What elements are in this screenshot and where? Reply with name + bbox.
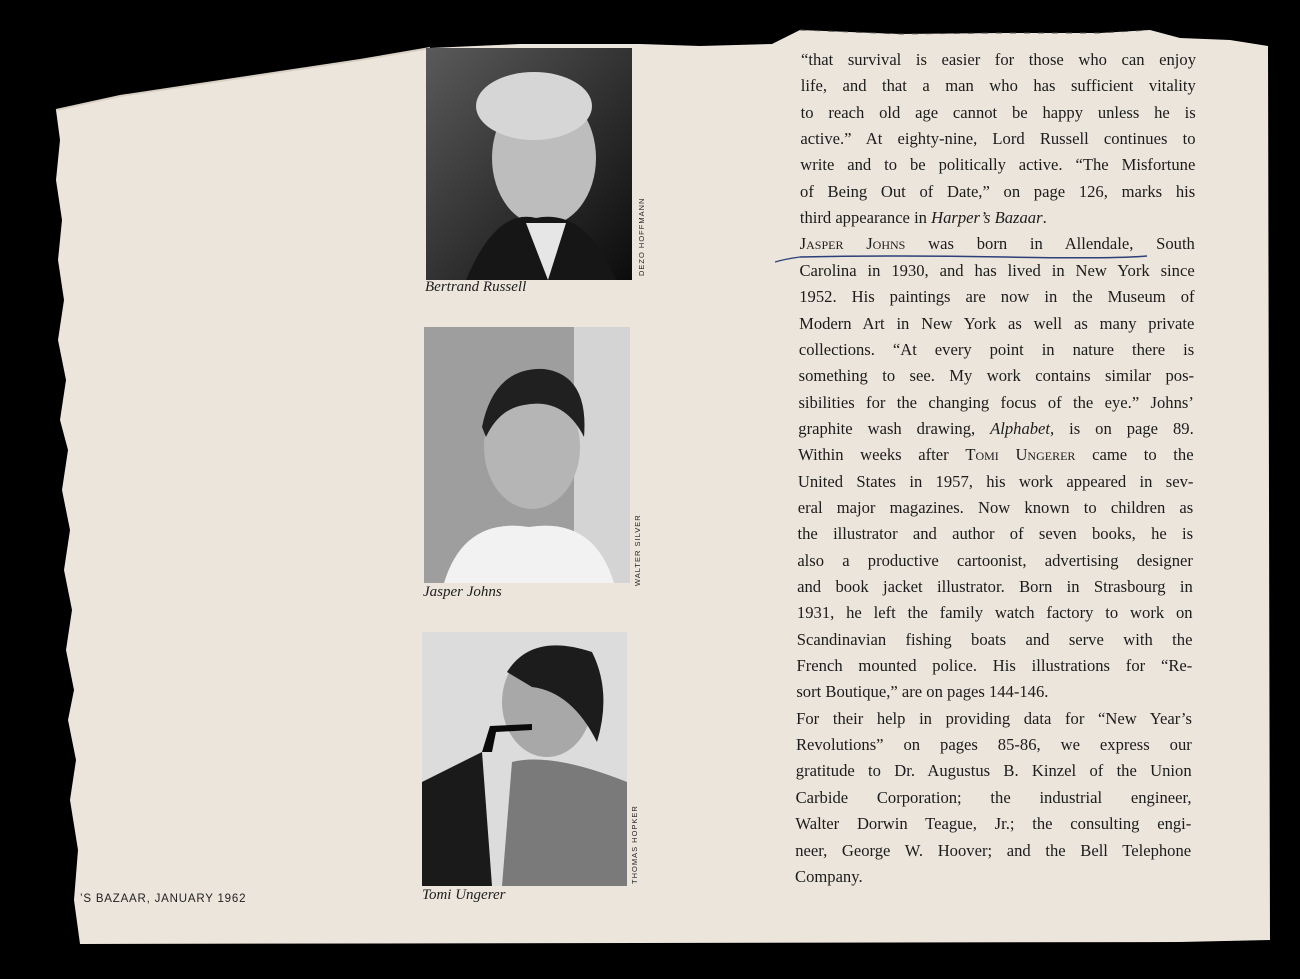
article-line <box>798 472 1194 492</box>
article-line <box>799 340 1194 360</box>
text-run: came to the <box>1075 445 1194 465</box>
text-run: Modern Art in New York as well as many private <box>799 313 1195 333</box>
article-line <box>797 551 1193 571</box>
article-line <box>798 524 1194 544</box>
text-run: Walter Dorwin Teague, Jr.; the consulting engi- <box>795 814 1192 834</box>
photo-caption: Jasper Johns <box>423 584 502 600</box>
photo-credit: WALTER SILVER <box>633 514 642 586</box>
text-run: sibilities for the changing focus of the eye.” Johns’ <box>798 392 1194 412</box>
article-line <box>801 50 1196 70</box>
text-run: . <box>1042 208 1047 228</box>
italic-title: Harper’s Bazaar <box>931 208 1043 228</box>
article-line <box>797 603 1193 623</box>
text-run: 1952. His paintings are now in the Museum of <box>799 287 1195 307</box>
text-run: Carolina in 1930, and has lived in New York since <box>799 260 1195 280</box>
text-run: “that survival is easier for those who can enjoy <box>801 50 1196 69</box>
text-run: Revolutions” on pages 85-86, we express our <box>795 735 1192 755</box>
text-run: to reach old age cannot be happy unless he is <box>800 102 1196 122</box>
article-line <box>800 155 1195 175</box>
article-line <box>795 867 863 887</box>
article-line <box>796 788 1192 808</box>
text-run: life, and that a man who has sufficient vitality <box>800 76 1196 96</box>
text-run: write and to be politically active. “The Misfortune <box>800 155 1196 175</box>
text-run: United States in 1957, his work appeared in sev- <box>797 471 1194 491</box>
article-line <box>796 709 1192 729</box>
text-run: 1931, he left the family watch factory to work on <box>796 603 1193 623</box>
article-line <box>798 393 1193 413</box>
text-run: something to see. My work contains similar pos- <box>798 366 1195 386</box>
text-run: Scandinavian fishing boats and serve with the <box>796 629 1193 649</box>
article-line <box>797 630 1193 650</box>
article-line <box>800 129 1195 149</box>
text-run: French mounted police. His illustrations for “Re- <box>796 656 1193 676</box>
text-run: neer, George W. Hoover; and the Bell Telephone <box>795 840 1192 860</box>
text-run: also a productive cartoonist, advertising designer <box>797 550 1193 570</box>
article-line <box>795 841 1191 861</box>
article-line <box>798 419 1193 439</box>
text-run: graphite wash drawing, <box>798 418 991 438</box>
name-smallcaps: Tomi Ungerer <box>965 445 1076 465</box>
article-line <box>797 656 1193 676</box>
article-line <box>796 682 1048 702</box>
article-line <box>796 735 1192 755</box>
article-line <box>801 76 1196 96</box>
pen-underline-annotation <box>775 245 1165 275</box>
article-line <box>796 761 1192 781</box>
name-smallcaps: Jasper Johns <box>799 234 906 254</box>
text-run: of Being Out of Date,” on page 126, marks his <box>800 181 1196 201</box>
text-run: Company. <box>795 866 863 886</box>
portrait-image <box>426 48 632 280</box>
text-run: is on page 89. <box>1054 418 1194 438</box>
article-line <box>799 366 1194 386</box>
text-run: Within weeks after <box>798 445 966 465</box>
text-run: Carbide Corporation; the industrial engineer, <box>795 787 1192 807</box>
article-line <box>800 182 1195 202</box>
page-footer: ’S BAZAAR, JANUARY 1962 <box>80 893 247 905</box>
text-run: was born in Allendale, South <box>905 234 1195 254</box>
photo-tomi-ungerer <box>422 632 627 886</box>
text-run: collections. “At every point in nature there is <box>798 339 1195 359</box>
text-run: For their help in providing data for “New Year’s <box>796 708 1192 728</box>
portrait-image <box>422 632 627 886</box>
photo-caption: Tomi Ungerer <box>422 887 506 903</box>
article-line <box>801 103 1196 123</box>
text-run: gratitude to Dr. Augustus B. Kinzel of the Union <box>795 761 1192 781</box>
photo-bertrand-russell <box>426 48 632 280</box>
article-line <box>797 577 1193 597</box>
text-run: sort Boutique,” are on pages 144-146. <box>796 682 1049 702</box>
photo-caption: Bertrand Russell <box>425 279 527 295</box>
article-line <box>800 208 1047 228</box>
photo-credit: THOMAS HOPKER <box>630 805 639 884</box>
text-run: active.” At eighty-nine, Lord Russell continues to <box>800 129 1196 149</box>
text-run: the illustrator and author of seven books, he is <box>797 524 1194 544</box>
text-run: eral major magazines. Now known to children as <box>797 497 1194 517</box>
photo-credit: DEZO HOFFMANN <box>637 197 646 276</box>
article-line <box>795 814 1191 834</box>
article-line <box>798 498 1194 518</box>
text-run: third appearance in <box>799 208 932 228</box>
text-run: and book jacket illustrator. Born in Strasbourg in <box>797 577 1193 596</box>
article-line <box>799 287 1194 307</box>
article-line <box>798 445 1193 465</box>
portrait-image <box>424 327 630 583</box>
photo-jasper-johns <box>424 327 630 583</box>
italic-title: Alphabet, <box>990 418 1055 438</box>
article-line <box>799 314 1194 334</box>
